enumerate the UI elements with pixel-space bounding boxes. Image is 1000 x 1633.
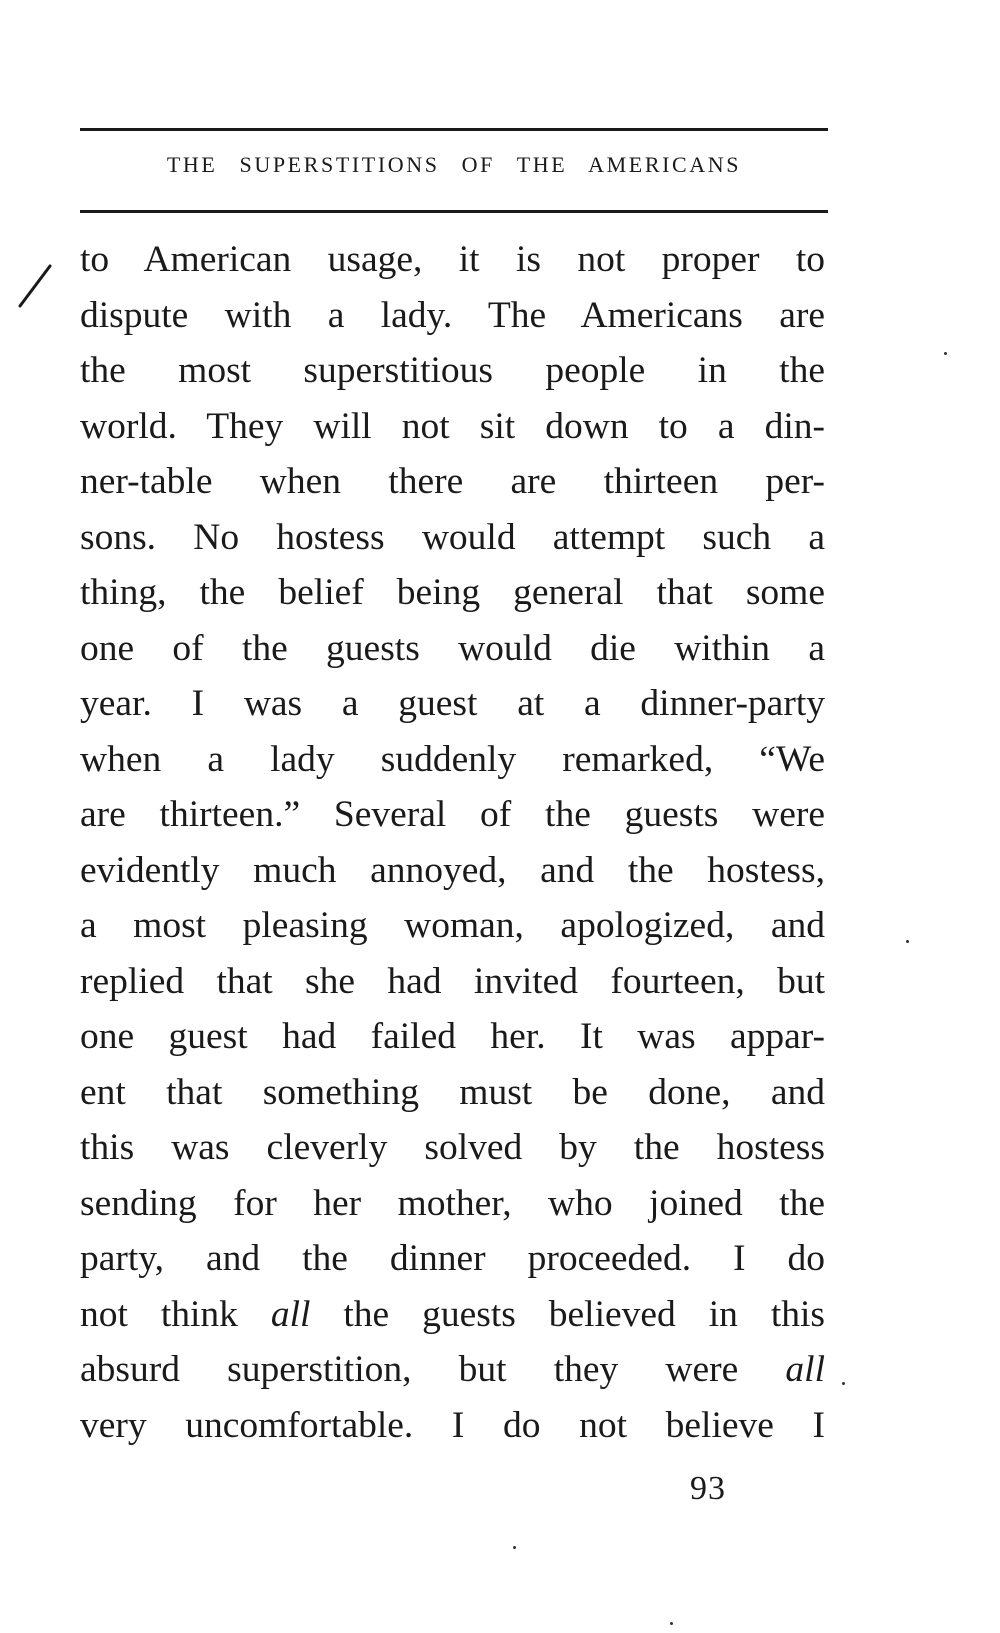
text-line: ner-table when there are thirteen per-: [80, 461, 825, 502]
text-line: sending for her mother, who joined the: [80, 1182, 825, 1224]
text-line: party, and the dinner proceeded. I do: [80, 1238, 825, 1279]
text-line: when a lady suddenly remarked, “We: [80, 738, 825, 780]
text-segment: not think: [80, 1293, 271, 1335]
text-line: dispute with a lady. The Americans are: [80, 294, 825, 336]
text-line: are thirteen.” Several of the guests were: [80, 794, 825, 835]
print-speck: [842, 1382, 845, 1385]
text-line: [80, 1287, 825, 1343]
italic-word: all: [785, 1349, 825, 1390]
running-head: THE SUPERSTITIONS OF THE AMERICANS: [166, 152, 742, 177]
text-segment: the guests believed in this: [310, 1293, 825, 1335]
text-line: world. They will not sit down to a din-: [80, 405, 825, 447]
print-speck: [906, 940, 909, 943]
italic-word: all: [270, 1293, 311, 1335]
text-segment: absurd superstition, but they were: [80, 1349, 786, 1390]
text-line: replied that she had invited fourteen, but: [80, 960, 825, 1002]
print-speck: [513, 1546, 516, 1549]
text-line: very uncomfortable. I do not believe I: [80, 1404, 825, 1446]
text-line: evidently much annoyed, and the hostess,: [80, 849, 825, 891]
page-number: 93: [690, 1470, 726, 1507]
text-line: [80, 1342, 825, 1398]
text-line: to American usage, it is not proper to: [80, 239, 825, 280]
text-line: the most superstitious people in the: [80, 350, 825, 391]
pencil-mark-icon: [16, 260, 56, 310]
text-line: this was cleverly solved by the hostess: [80, 1127, 825, 1168]
text-line: a most pleasing woman, apologized, and: [80, 905, 825, 946]
text-line: one of the guests would die within a: [80, 627, 825, 669]
text-line: ent that something must be done, and: [80, 1071, 825, 1113]
header-rule-top: [80, 128, 828, 131]
print-speck: [670, 1622, 673, 1625]
body-text: [80, 232, 825, 1453]
text-line: one guest had failed her. It was appar-: [80, 1016, 825, 1057]
print-speck: [944, 352, 947, 355]
text-line: year. I was a guest at a dinner-party: [80, 683, 825, 724]
text-line: sons. No hostess would attempt such a: [80, 516, 825, 558]
header-rule-bottom: [80, 210, 828, 213]
text-line: thing, the belief being general that some: [80, 572, 825, 613]
